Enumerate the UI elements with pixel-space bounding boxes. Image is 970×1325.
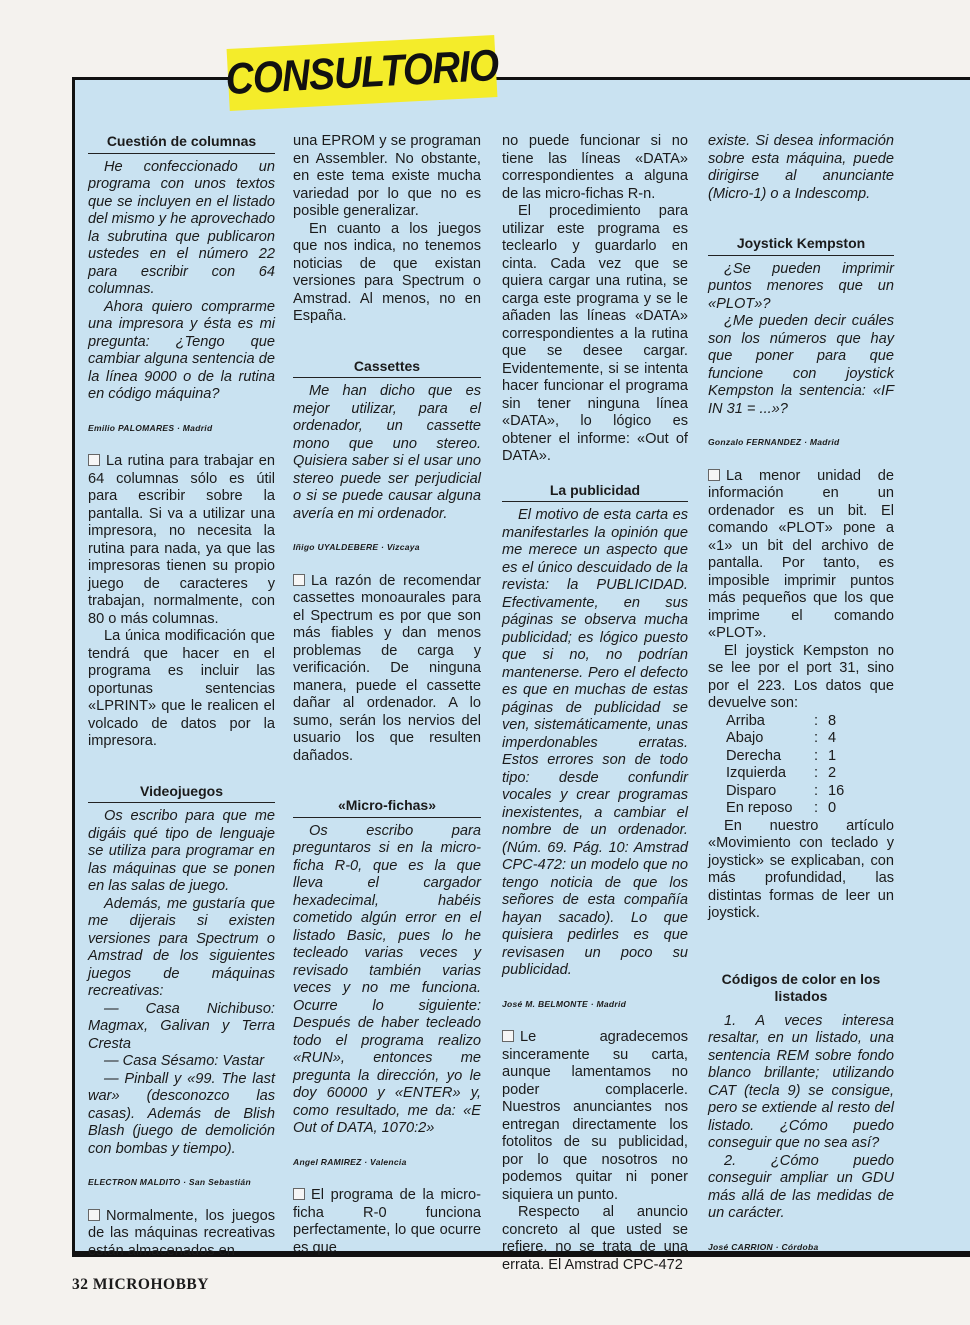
continued-paragraph: El procedimiento para utilizar este programa es teclearlo y guardarlo en cinta. Cada vez que se quiera cargar una rutina, se carga este programa y se le añaden las líneas «DATA» correspondientes a la rutina que se desee cargar. Evidentemente, si se intenta hacer funcionar el programa sin tener ninguna línea «DATA», lo lógico es obtener el informe: «Out of DATA». bbox=[502, 203, 688, 464]
question-paragraph: ¿Me pueden decir cuáles son los números que hay que poner para que funcione con joystick Kempston la sentencia: «IF IN 31 = ...»? bbox=[708, 313, 894, 417]
answer-paragraph: Le agradecemos sinceramente su carta, aunque lamentamos no poder complacerle. Nuestros anunciantes nos entregan directamente los fotolitos de su publicidad, por lo que nosotros no podemos quitar ni poner siquiera un punto. bbox=[502, 1029, 688, 1203]
table-value: 4 bbox=[828, 730, 837, 746]
heading-cuestion: Cuestión de columnas bbox=[88, 133, 275, 154]
question-paragraph: 2. ¿Cómo puedo conseguir ampliar un GDU más allá de las medidas de un carácter. bbox=[708, 1152, 894, 1221]
banner-title: CONSULTORIO bbox=[224, 40, 500, 105]
table-label: Derecha bbox=[726, 747, 782, 764]
signature: Gonzalo FERNANDEZ · Madrid bbox=[708, 437, 840, 447]
heading-videojuegos: Videojuegos bbox=[88, 783, 275, 804]
question-paragraph: Me han dicho que es mejor utilizar, para el ordenador, un cassette mono que uno stereo. Quisiera saber si el usar uno stereo puede ser perjudicial o si se puede causar alguna avería en mi ordenador. bbox=[293, 383, 481, 522]
answer-marker-icon bbox=[88, 1209, 100, 1221]
heading-codigos: Códigos de color en los listados bbox=[721, 970, 881, 1004]
answer-marker-icon bbox=[708, 469, 720, 481]
answer-paragraph: El joystick Kempston no se lee por el port 31, sino por el 223. Los datos que devuelve son: bbox=[708, 642, 894, 711]
table-label: Disparo bbox=[726, 782, 777, 799]
answer-marker-icon bbox=[293, 1188, 305, 1200]
table-value: 0 bbox=[828, 800, 837, 816]
table-label: Abajo bbox=[726, 730, 764, 746]
answer-marker-icon bbox=[88, 454, 100, 466]
answer-marker-icon bbox=[502, 1030, 514, 1042]
table-value: 2 bbox=[828, 765, 837, 781]
signature: José M. BELMONTE · Madrid bbox=[502, 998, 627, 1009]
heading-publicidad: La publicidad bbox=[502, 482, 688, 503]
answer-paragraph: El programa de la micro-ficha R-0 funciona perfectamente, lo que ocurre es que bbox=[293, 1187, 481, 1256]
table-label: En reposo bbox=[726, 800, 793, 816]
question-paragraph: Os escribo para que me digáis qué tipo de lenguaje se utiliza para programar en las máquinas que se ponen en las salas de juego. bbox=[88, 808, 275, 894]
answer-paragraph: Respecto al anuncio concreto al que usted se refiere, no se trata de una errata. El Amstrad CPC-472 bbox=[502, 1204, 688, 1273]
answer-paragraph: La razón de recomendar cassettes monoaurales para el Spectrum es por que son más fiables y dan menos problemas de carga y verificación. De ninguna manera, puede el cassette dañar al ordenador. A lo sumo, serán los nervios del usuario los que resulten dañados. bbox=[293, 572, 481, 764]
joystick-values-table: Arriba : 8 Abajo : 4 Derecha : 1 Izquierda : 2 Disparo : 16 En reposo : 0 bbox=[726, 713, 894, 818]
continued-paragraph: En cuanto a los juegos que nos indica, no tenemos noticias de que existan versiones para Spectrum o Amstrad. Al menos, no en España. bbox=[293, 220, 481, 324]
continued-paragraph: existe. Si desea información sobre esta máquina, puede dirigirse al anunciante (Micro-1) o a Indescomp. bbox=[708, 133, 894, 202]
question-paragraph: 1. A veces interesa resaltar, en un listado, una sentencia REM sobre fondo blanco brillante; utilizando CAT (tecla 9) se consigue, pero se extiende al resto del listado. ¿Cómo puedo conseguir que no sea así? bbox=[708, 1012, 894, 1151]
answer-paragraph: La única modificación que tendrá que hacer en el programa es incluir las oportunas sentencias «LPRINT» que le realicen el volcado de datos por la impresora. bbox=[88, 628, 275, 749]
signature: Angel RAMIREZ · Valencia bbox=[293, 1156, 407, 1167]
table-value: 8 bbox=[828, 712, 837, 729]
question-list-item: — Pinball y «99. The last war» (desconozco las casas). Además de Blish Blash (juego de demolición con bombas y tiempo). bbox=[88, 1070, 275, 1157]
signature: ELECTRON MALDITO · San Sebastián bbox=[88, 1177, 251, 1187]
table-label: Izquierda bbox=[726, 765, 787, 781]
signature: Iñigo UYALDEBERE · Vizcaya bbox=[293, 542, 420, 552]
answer-paragraph: Normalmente, los juegos de las máquinas recreativas están almacenados en bbox=[88, 1207, 275, 1259]
column-3 bbox=[502, 133, 688, 1274]
heading-cassettes: Cassettes bbox=[293, 358, 481, 379]
table-label: Arriba bbox=[726, 712, 765, 729]
question-paragraph: ¿Se pueden imprimir puntos menores que un «PLOT»? bbox=[708, 260, 894, 312]
signature: Emilio PALOMARES · Madrid bbox=[88, 422, 213, 433]
page-footer: 32 MICROHOBBY bbox=[72, 1276, 209, 1293]
question-list-item: — Casa Sésamo: Vastar bbox=[104, 1053, 265, 1069]
question-paragraph: Además, me gustaría que me dijerais si existen versiones para Spectrum o Amstrad de los siguientes juegos de máquinas recreativas: bbox=[88, 895, 275, 999]
heading-microfichas: «Micro-fichas» bbox=[293, 797, 481, 818]
question-paragraph: Os escribo para preguntaros si en la micro-ficha R-0, que es la que lleva el cargador hexadecimal, habéis cometido algún error en el listado Basic, pues lo he tecleado varias veces y revisado también varias veces y no me funciona. Ocurre lo siguiente: Después de haber tecleado todo el programa realizo «RUN», entonces me pregunta la dirección, yo le doy 60000 y «ENTER» y, como resultado, me da: «E Out of DATA, 1070:2» bbox=[293, 822, 481, 1136]
signature: José CARRION · Córdoba bbox=[708, 1241, 819, 1252]
question-paragraph: Ahora quiero comprarme una impresora y ésta es mi pregunta: ¿Tengo que cambiar alguna sentencia de la línea 9000 o de la rutina en código máquina? bbox=[88, 298, 275, 402]
heading-joystick: Joystick Kempston bbox=[708, 235, 894, 256]
answer-paragraph: La rutina para trabajar en 64 columnas sólo es útil para escribir sobre la pantalla. Si va a utilizar una impresora, no necesita la rutina para nada, ya que las impresoras tienen su propio juego de caracteres y trabajan, normalmente, con 80 o más columnas. bbox=[88, 453, 275, 627]
table-value: 1 bbox=[828, 747, 837, 764]
answer-marker-icon bbox=[293, 574, 305, 586]
continued-paragraph: una EPROM y se programan en Assembler. No obstante, en este tema existe mucha variedad por lo que no es posible generalizar. bbox=[293, 133, 481, 219]
answer-paragraph: La menor unidad de información en un ordenador es un bit. El comando «PLOT» pone a «1» un bit del archivo de pantalla. Por tanto, es imposible imprimir puntos más pequeños que los que imprime el comando «PLOT». bbox=[708, 467, 894, 641]
column-2 bbox=[293, 133, 481, 1257]
question-list-item: — Casa Nichibuso: Magmax, Galivan y Terra Cresta bbox=[88, 1000, 275, 1052]
column-4 bbox=[708, 133, 894, 1272]
continued-paragraph: no puede funcionar si no tiene las líneas «DATA» correspondientes a alguna de las micro-fichas R-n. bbox=[502, 133, 688, 202]
table-value: 16 bbox=[828, 782, 845, 799]
column-1 bbox=[88, 133, 275, 1260]
question-paragraph: El motivo de esta carta es manifestarles la opinión que me merece un aspecto que es el único descuidado de la revista: la PUBLICIDAD. Efectivamente, en sus páginas se observa mucha publicidad; es lógico puesto que si no, no podrían mantenerse. Pero el defecto es que en muchas de estas páginas de publicidad se ven, sistemáticamente, unas imperdonables erratas. Estos errores son de todo tipo: desde confundir vocales y crear programas inexistentes, a cambiar el nombre de un ordenador. (Núm. 69. Pág. 10: Amstrad CPC-472: un modelo que no tengo noticia de que los señores de esta compañía hayan sacado). Lo que quisiera pedirles es que revisasen un poco su publicidad. bbox=[502, 507, 688, 978]
answer-paragraph: En nuestro artículo «Movimiento con teclado y joystick» se explicaban, con más profundidad, las distintas formas de leer un joystick. bbox=[708, 817, 894, 921]
question-paragraph: He confeccionado un programa con unos textos que se incluyen en el listado del mismo y he aprovechado la subrutina que publicaron ustedes en el número 22 para escribir con 64 columnas. bbox=[88, 158, 275, 297]
